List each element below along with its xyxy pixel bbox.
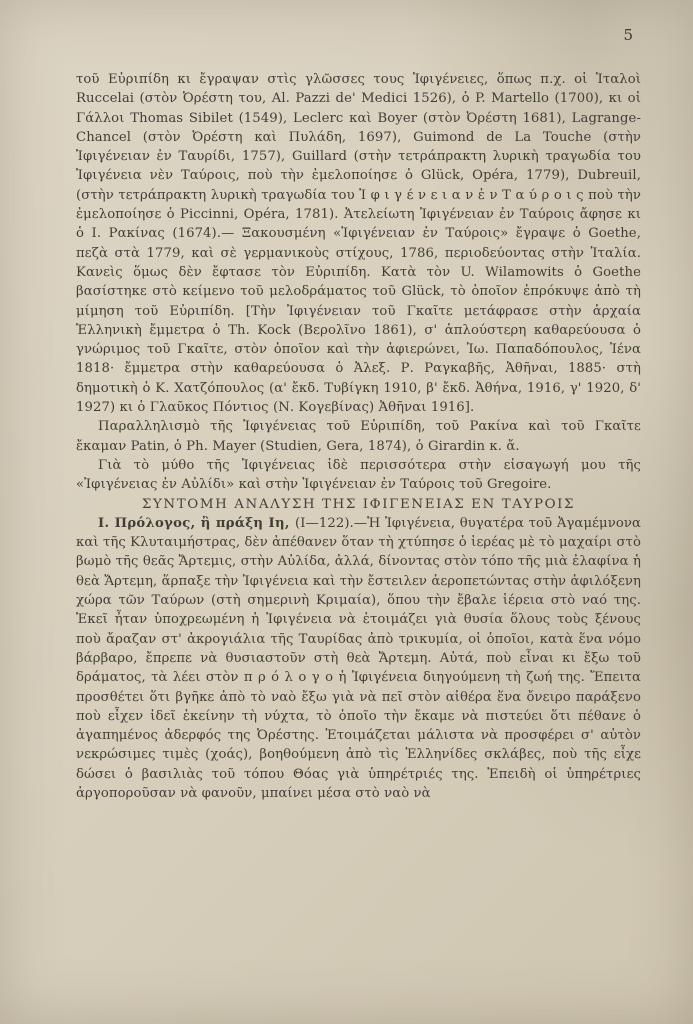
paragraph-parallelism: Παραλληλισμὸ τῆς Ἰφιγένειας τοῦ Εὐριπίδη, τοῦ Ρακίνα καὶ τοῦ Γκαῖτε ἔκαμαν Patin, ὁ Ph. Mayer (Studien, Gera, 1874), ὁ Girardin κ. ἄ. — [76, 419, 641, 454]
paragraph-myth-reference: Γιὰ τὸ μύθο τῆς Ἰφιγένειας ἰδὲ περισσότερα στὴν εἰσαγωγή μου τῆς «Ἰφιγένειας ἐν Αὐλίδι» καὶ στὴν Ἰφιγένειαν ἐν Ταύροις τοῦ Gregoire. — [76, 457, 641, 493]
paragraph-translations: τοῦ Εὐριπίδη κι ἔγραψαν στὶς γλῶσσες τους Ἰφιγένειες, ὅπως π.χ. οἱ Ἰταλοὶ Ruccelai (στὸν Ὀρέστη του, Al. Pazzi de' Medici 1526), ὁ P. Martello (1700), κι οἱ Γάλλοι Thomas Sibilet (1549), Leclerc καὶ Boyer (στὸν Ὀρέστη 1681), Lagrange-Chancel (στὸν Ὀρέστη καὶ Πυλάδη, 1697), Guimond de La Touche (στὴν Ἰφιγένειαν ἐν Ταυρίδι, 1757), Guillard (στὴν τετράπρακτη λυρικὴ τραγωδία του Ἰφιγένεια νὲν Ταύροις, ποὺ τὴν ἐμελοποίησε ὁ Glück, Opéra, 1779), Dubreuil, (στὴν τετράπρακτη λυρικὴ τραγωδία του Ἰ φ ι γ έ ν ε ι α ν ἐ ν Τ α ύ ρ ο ι ς ποὺ τὴν ἐμελοποίησε ὁ Piccinni, Opéra, 1781). Ἀτελείωτη Ἰφιγένειαν ἐν Ταύροις ἄφησε κι ὁ Ι. Ρακίνας (1674).— Ξακουσμένη «Ἰφιγένειαν ἐν Ταύροις» ἔγραψε ὁ Goethe, πεζὰ στὰ 1779, καὶ σὲ γερμανικοὺς στίχους, 1786, περιοδεύοντας στὴν Ἰταλία. Κανεὶς ὅμως δὲν ἔφτασε τὸν Εὐριπίδη. Κατὰ τὸν U. Wilamowits ὁ Goethe βασίστηκε στὸ κείμενο τοῦ μελοδράματος τοῦ Glück, τὸ ὁποῖον ἐπρόκυψε ἀπὸ τὴ μίμηση τοῦ Εὐριπίδη. [Τὴν Ἰφιγένειαν τοῦ Γκαῖτε μετάφρασε στὴν ἀρχαία Ἑλληνικὴ ἔμμετρα ὁ Th. Kock (Βερολῖνο 1861), σ' ἁπλούστερη καθαρεύουσα ὁ γνώριμος τοῦ Γκαῖτε, στὸν ὁποῖον καὶ τὴν ἀφιερώνει, Ἰω. Παπαδόπουλος, Ἰένα 1818· ἔμμετρα στὴν καθαρεύουσα ὁ Ἀλεξ. Ρ. Ραγκαβῆς, Ἀθῆναι, 1885· στὴ δημοτικὴ ὁ Κ. Χατζόπουλος (α' ἔκδ. Τυβίγκη 1910, β' ἔκδ. Ἀθήνα, 1916, γ' 1920, δ' 1927) κι ὁ Γλαῦκος Πόντιος (Ν. Κογεβίνας) Ἀθῆναι 1916]. — [76, 72, 641, 416]
paragraph-prologue-analysis — [76, 514, 641, 803]
page-content — [76, 70, 641, 803]
prologue-body-text: (Ι—122).—Ἡ Ἰφιγένεια, θυγατέρα τοῦ Ἀγαμέμνονα καὶ τῆς Κλυταιμήστρας, δὲν ἀπέθανεν ὅταν τὴ χτύπησε ὁ ἱερέας μὲ τὸ μαχαίρι στὸ βωμὸ τῆς θεᾶς Ἄρτεμις, στὴν Αὐλίδα, ἀλλά, δίνοντας στὸν τόπο τῆς μιὰ ἐλαφίνα ἡ θεὰ Ἄρτεμη, ἅρπαξε τὴν Ἰφιγένεια καὶ τὴν ἔστειλεν ἀεροπετώντας στὴν ἀφιλόξενη χώρα τῶν Ταύρων (στὴ σημερινὴ Κριμαία), ὅπου τὴν ἔβαλε ἱέρεια στὸ ναό της. Ἐκεῖ ἦταν ὑποχρεωμένη ἡ Ἰφιγένεια νὰ ἑτοιμάζει γιὰ θυσία ὅλους τοὺς ξένους ποὺ ἄραζαν στ' ἀκρογιάλια τῆς Ταυρίδας ἀπὸ τρικυμία, οἱ ὁποῖοι, κατὰ ἕνα νόμο βάρβαρο, ἔπρεπε νὰ θυσιαστοῦν στὴ θεὰ Ἄρτεμη. Αὐτά, ποὺ εἶναι κι ἔξω τοῦ δράματος, τὰ λέει στὸν π ρ ό λ ο γ ο ἡ Ἰφιγένεια διηγούμενη τὴ ζωή της. Ἔπειτα προσθέτει ὅτι βγῆκε ἀπὸ τὸ ναὸ ἔξω γιὰ νὰ πεῖ στὸν αἰθέρα ἕνα ὄνειρο παράξενο ποὺ εἶχεν ἰδεῖ ἐκείνην τὴ νύχτα, τὸ ὁποῖο τὴν ἔκαμε νὰ πιστεύει ὅτι πέθανε ὁ ἀγαπημένος ἀδερφός της Ὀρέστης. Ἑτοιμάζεται μάλιστα νὰ προσφέρει σ' αὐτὸν νεκρώσιμες τιμὲς (χοάς), βοηθούμενη ἀπὸ τὶς Ἑλληνίδες σκλάβες, ποὺ τῆς εἶχε δώσει ὁ βασιλιὰς τοῦ τόπου Θόας γιὰ ὑπηρέτριές της. Ἐπειδὴ οἱ ὑπηρέτριες ἀργοποροῦσαν νὰ φανοῦν, μπαίνει μέσα στὸ ναὸ νὰ — [76, 515, 641, 801]
prologue-lead-label: Ι. Πρόλογος, ἢ πράξη Ιη, — [98, 515, 295, 531]
page-number: 5 — [623, 26, 633, 44]
section-heading: ΣΥΝΤΟΜΗ ΑΝΑΛΥΣΗ ΤΗΣ ΙΦΙΓΕΝΕΙΑΣ ΕΝ ΤΑΥΡΟΙΣ — [141, 496, 576, 512]
